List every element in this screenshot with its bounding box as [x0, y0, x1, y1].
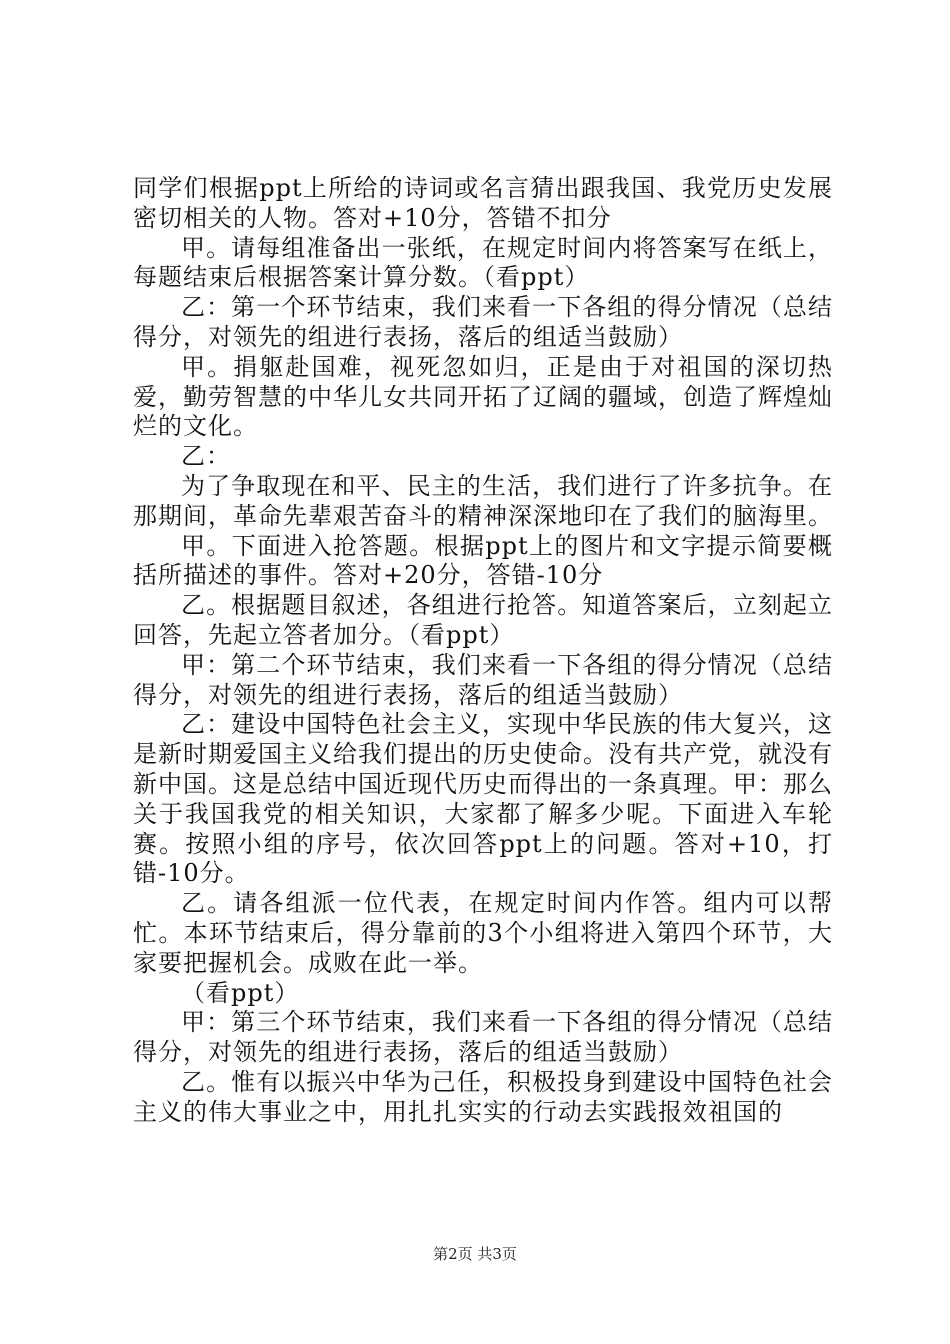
- paragraph-2: 甲。请每组准备出一张纸，在规定时间内将答案写在纸上，每题结束后根据答案计算分数。（看ppt）: [133, 233, 833, 292]
- page-number-label: 第2页 共3页: [433, 1245, 517, 1263]
- paragraph-3: 乙：第一个环节结束，我们来看一下各组的得分情况（总结得分，对领先的组进行表扬，落后的组适当鼓励）: [133, 293, 833, 351]
- paragraph-13: 甲：第三个环节结束，我们来看一下各组的得分情况（总结得分，对领先的组进行表扬，落后的组适当鼓励）: [133, 1008, 833, 1067]
- page-footer: [0, 1244, 950, 1264]
- paragraph-1: 同学们根据ppt上所给的诗词或名言猜出跟我国、我党历史发展密切相关的人物。答对+10分，答错不扣分: [133, 174, 833, 232]
- paragraph-11: 乙。请各组派一位代表，在规定时间内作答。组内可以帮忙。本环节结束后，得分靠前的3个小组将进入第四个环节，大家要把握机会。成败在此一举。: [133, 889, 833, 977]
- paragraph-12: （看ppt）: [181, 978, 300, 1007]
- paragraph-8: 乙。根据题目叙述，各组进行抢答。知道答案后，立刻起立回答，先起立答者加分。（看ppt）: [133, 591, 833, 649]
- paragraph-10: 乙：建设中国特色社会主义，实现中华民族的伟大复兴，这是新时期爱国主义给我们提出的历史使命。没有共产党，就没有新中国。这是总结中国近现代历史而得出的一条真理。甲：那么关于我国我党的相关知识，大家都了解多少呢。下面进入车轮赛。按照小组的序号，依次回答ppt上的问题。答对+10，打错-10分。: [133, 710, 833, 888]
- paragraph-6: 为了争取现在和平、民主的生活，我们进行了许多抗争。在那期间，革命先辈艰苦奋斗的精神深深地印在了我们的脑海里。: [133, 471, 833, 530]
- document-body: [133, 174, 833, 1128]
- paragraph-7: 甲。下面进入抢答题。根据ppt上的图片和文字提示简要概括所描述的事件。答对+20分，答错-10分: [133, 531, 833, 590]
- paragraph-5: 乙：: [181, 442, 231, 471]
- paragraph-4: 甲。捐躯赴国难，视死忽如归，正是由于对祖国的深切热爱，勤劳智慧的中华儿女共同开拓了辽阔的疆域，创造了辉煌灿烂的文化。: [133, 352, 833, 441]
- paragraph-14: 乙。惟有以振兴中华为己任，积极投身到建设中国特色社会主义的伟大事业之中，用扎扎实实的行动去实践报效祖国的: [133, 1067, 833, 1126]
- paragraph-9: 甲：第二个环节结束，我们来看一下各组的得分情况（总结得分，对领先的组进行表扬，落后的组适当鼓励）: [133, 650, 833, 709]
